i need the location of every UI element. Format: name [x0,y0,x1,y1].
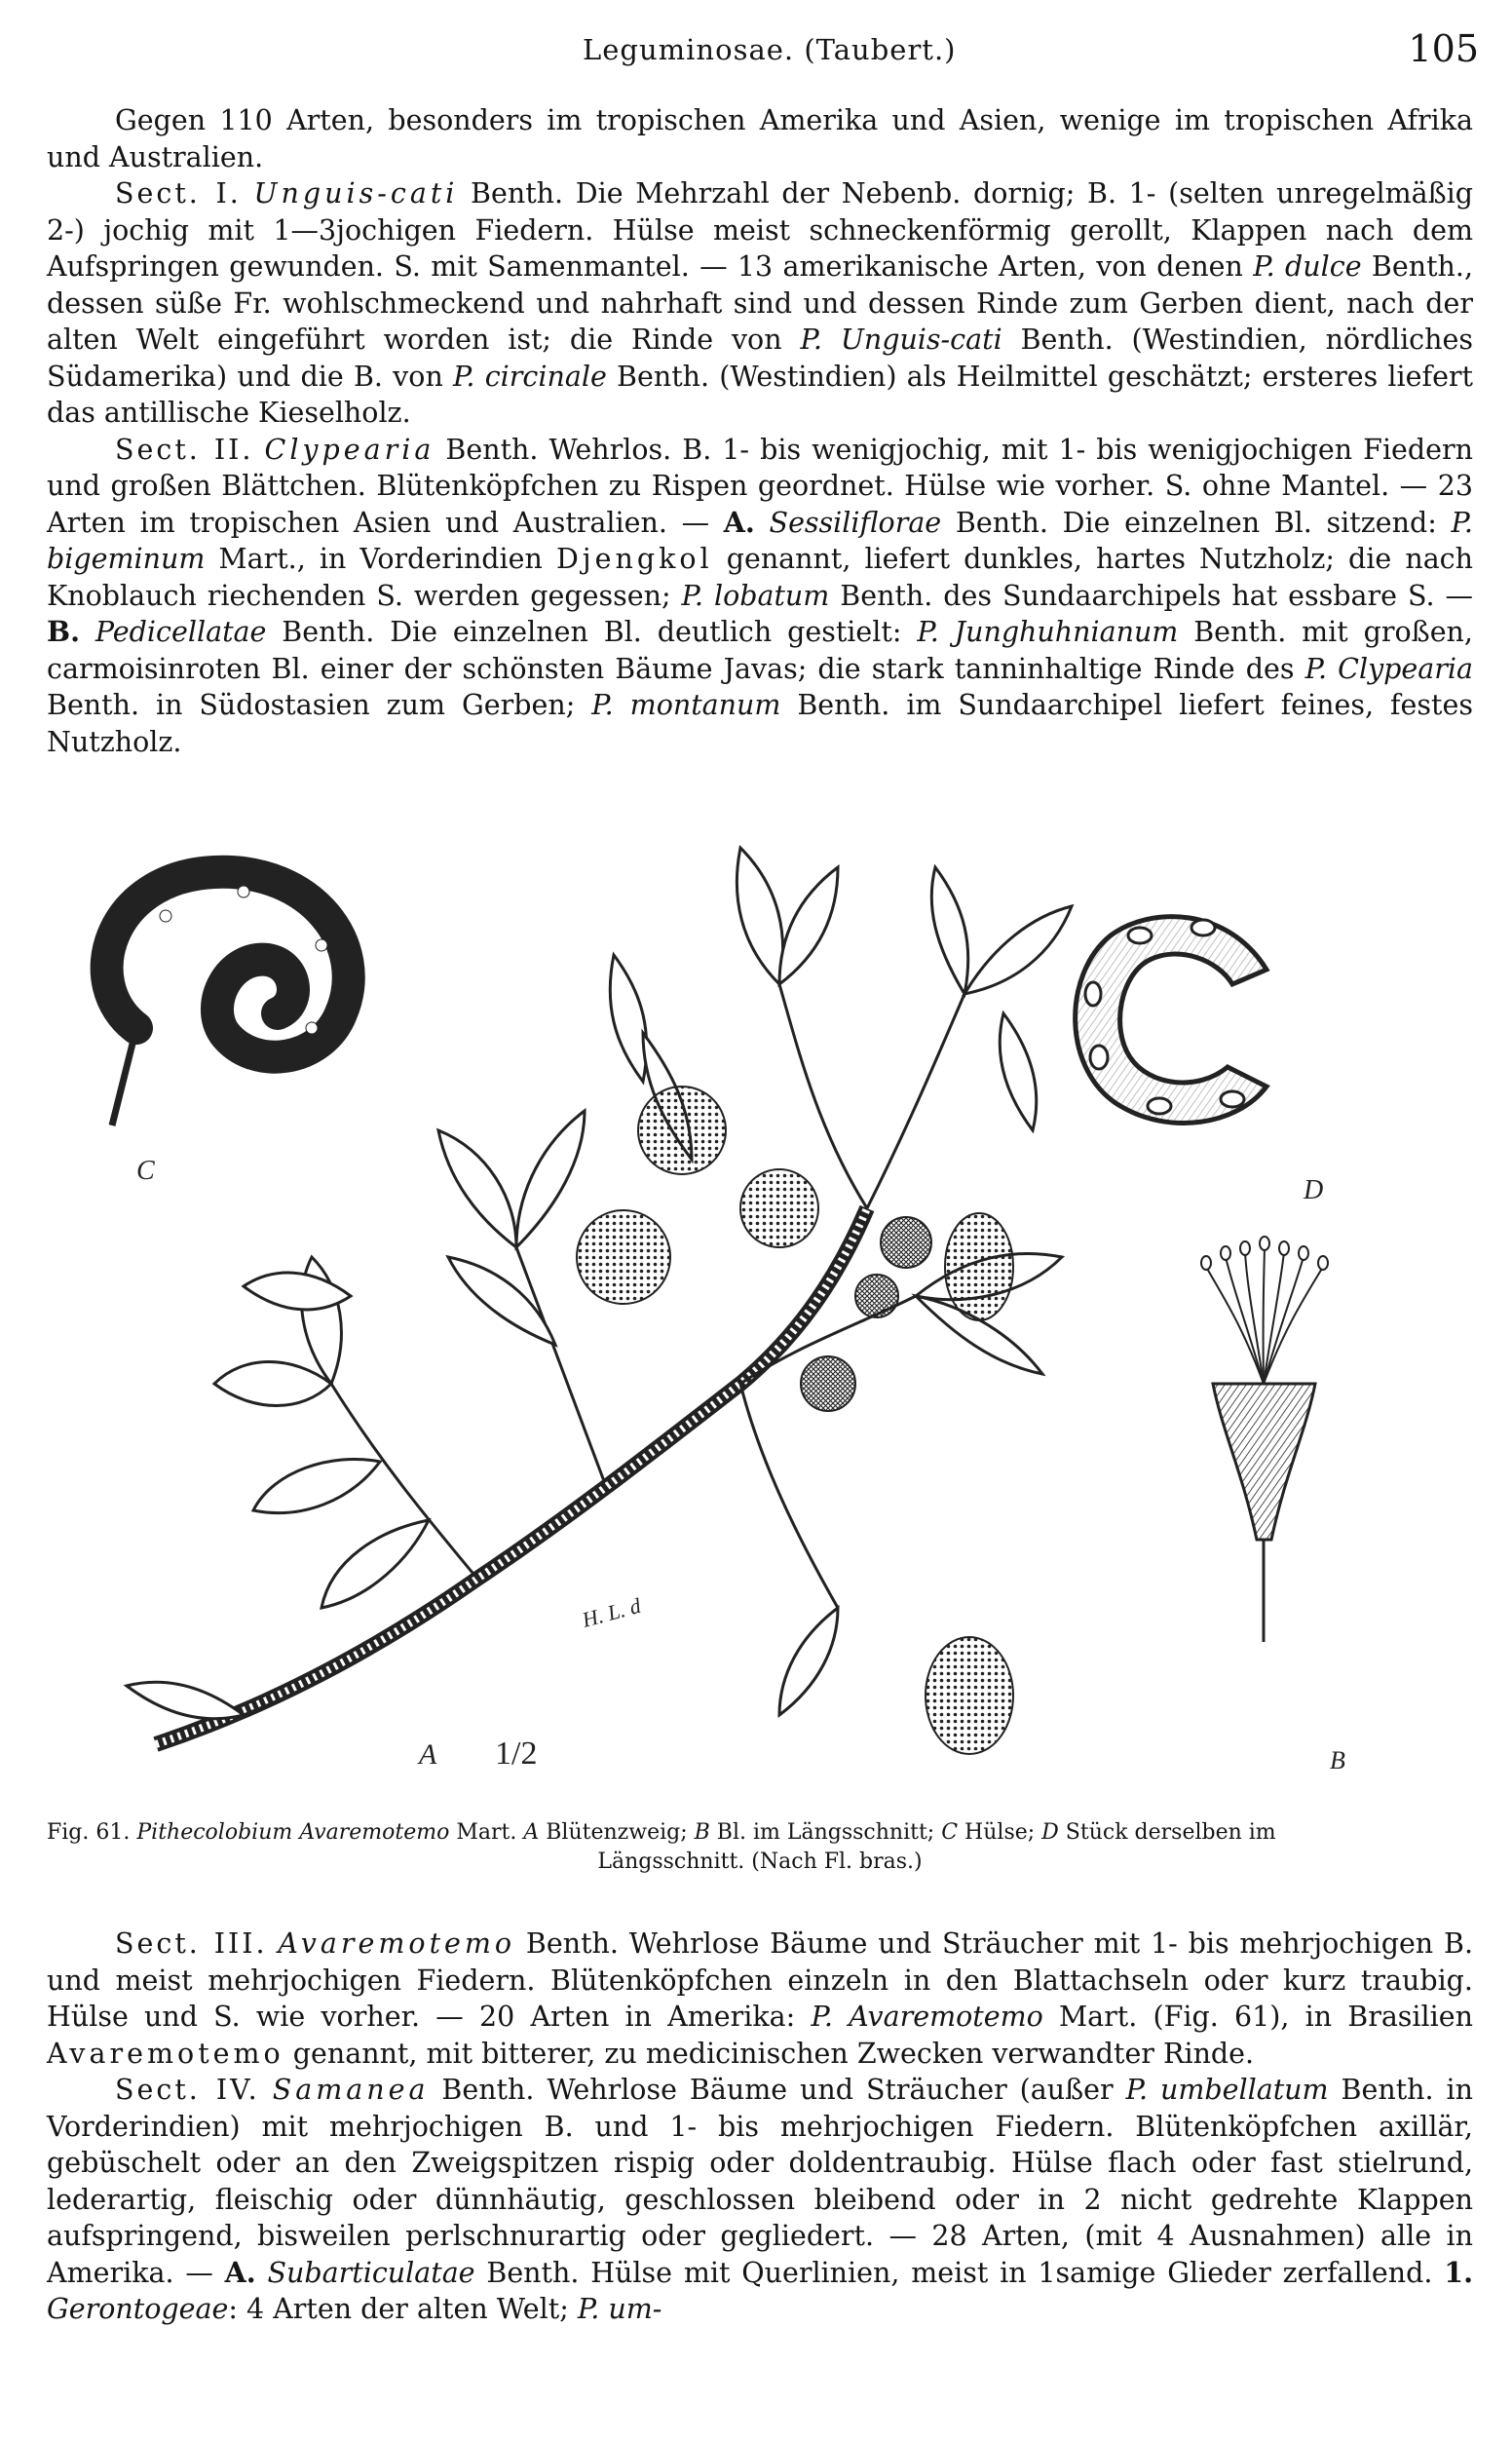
label-b: B [1330,1746,1345,1774]
caption-species: Pithecolobium Avaremotemo [136,1820,450,1845]
coiled-pod-drawing [107,872,349,1125]
subsection-name: Subarticulatae [255,2256,475,2289]
subsection-name: Pedicellatae [80,616,267,648]
caption-text: Hülse; [958,1820,1042,1845]
section-name: Avaremotemo [278,1927,516,1960]
body-text: : 4 Arten der alten Welt; [228,2293,578,2325]
body-text: genannt, mit bitterer, zu medicinischen Zwecken verwandter Rinde. [284,2037,1255,2070]
body-text: Benth., dessen süße Fr. wohlschmeckend und nahrhaft sind und dessen Rinde zum Gerben dient, nach der alten Welt eingeführt worden ist; die Rinde von [47,250,1474,356]
subsection-number: 1. [1444,2255,1473,2289]
subsection-letter: A. [224,2255,256,2289]
subsection-letter: A. [723,505,755,539]
bottom-text-block [47,1926,1473,2328]
section-name: Clypearia [264,433,435,466]
body-text: Mart. (Fig. 61), in Brasilien [1042,2001,1473,2033]
label-c: C [136,1156,155,1186]
page-number: 105 [1408,27,1479,70]
section-number: Sect. I. [115,177,242,210]
flower-section-drawing [1201,1237,1328,1642]
running-title: Leguminosae. (Taubert.) [583,33,957,66]
label-d: D [1304,1175,1324,1205]
caption-label: D [1041,1820,1059,1845]
body-text: Benth. Wehrlos. B. 1- bis wenigjochig, mit 1- bis wenigjochigen Fiedern und großen Blättchen. Blütenköpfchen zu Rispen geordnet. Hülse wie vorher. S. ohne Mantel. — 23 Arten im tropischen Asien und Australien. — [47,433,1474,539]
species-name: P. dulce [1253,250,1362,283]
pod-section-drawing [1076,917,1266,1124]
artist-signature: H. L. d [579,1592,644,1632]
body-text: Benth. Die einzelnen Bl. sitzend: [941,506,1452,539]
species-name: P. bigeminum [47,506,1473,575]
paragraph-sect-2 [47,432,1473,761]
species-name: P. circinale [453,360,607,393]
subsection-name: Sessiliflorae [754,506,942,539]
species-name: P. montanum [591,689,781,721]
paragraph-sect-3 [47,1926,1473,2072]
caption-label: A [523,1820,540,1845]
vernacular-name: Djengkol [555,543,713,575]
caption-text: Stück derselben im [1058,1820,1276,1845]
figure-number: Fig. 61. [47,1820,131,1845]
paragraph-sect-4 [47,2072,1473,2328]
label-a: A [419,1738,437,1771]
section-name: Unguis-cati [253,177,459,210]
body-text: Benth. des Sundaarchipels hat essbare S. — [829,579,1473,612]
section-number: Sect. II. [115,433,254,466]
species-name: P. umbellatum [1125,2074,1329,2106]
caption-label: C [941,1820,959,1845]
species-name: P. lobatum [681,579,830,612]
body-text: Benth. Wehrlose Bäume und Sträucher mit 1- bis mehrjochigen B. und meist mehrjochigen Fiedern. Blütenköpfchen einzeln in den Blattachseln oder kurz traubig. Hülse und S. wie vorher. — 20 Arten in Amerika: [47,1927,1474,2033]
caption-label: B [694,1820,710,1845]
species-name: P. Clypearia [1304,652,1473,685]
paragraph-sect-1 [47,175,1473,432]
caption-line-2: Längsschnitt. (Nach Fl. bras.) [597,1850,923,1874]
subsection-name: Gerontogeae [47,2293,229,2325]
vernacular-name: Avaremotemo [47,2037,284,2070]
body-text: Benth. (Westindien, nördliches Südamerika) und die B. von [47,324,1473,393]
species-name: P. Unguis-cati [800,324,1002,356]
body-text: Benth. mit großen, carmoisinroten Bl. einer der schönsten Bäume Javas; die stark tanninhaltige Rinde des [47,616,1473,685]
section-number: Sect. III. [115,1927,268,1960]
body-text: Benth. in Südostasien zum Gerben; [47,689,592,721]
caption-text: Bl. im Längsschnitt; [709,1820,942,1845]
section-number: Sect. IV. [115,2074,260,2106]
species-name: P. Junghuhnianum [917,616,1179,648]
body-text: Mart., in Vorderindien [205,543,556,575]
body-text: Benth. in Vorderindien) mit mehrjochigen B. und 1- bis mehrjochigen Fiedern. Blütenköpfchen axillär, gebüschelt oder an den Zweigspitzen rispig oder doldentraubig. Hülse flach oder fast stielrund, lederartig, fleischig oder dünnhäutig, geschlossen bleibend oder in 2 nicht gedrehte Klappen aufspringend, bisweilen perlschnurartig oder gegliedert. — 28 Arten, (mit 4 Ausnahmen) alle in Amerika. — [47,2074,1473,2289]
species-name: P. Avaremotemo [811,2001,1043,2033]
species-name: P. um- [577,2293,662,2325]
body-text: Benth. Hülse mit Querlinien, meist in 1samige Glieder zerfallend. [474,2256,1445,2289]
caption-text: Mart. [449,1820,524,1845]
top-text-block [47,102,1473,760]
caption-text: Blütenzweig; [539,1820,695,1845]
body-text: Benth. Wehrlose Bäume und Sträucher (außer [429,2074,1126,2106]
paragraph-intro: Gegen 110 Arten, besonders im tropischen Amerika und Asien, wenige im tropischen Afrika und Australien. [47,104,1473,173]
botanical-illustration [58,838,1471,1793]
page-header [47,27,1479,76]
body-text: Benth. Die Mehrzahl der Nebenb. dornig; B. 1- (selten unregelmäßig 2-) jochig mit 1—3jochigen Fiedern. Hülse meist schneckenförmig gerollt, Klappen nach dem Aufspringen gewunden. S. mit Samenmantel. — 13 amerikanische Arten, von denen [47,177,1473,283]
flowering-branch-drawing [127,848,1072,1754]
section-name: Samanea [272,2074,430,2106]
illustration-svg [58,838,1471,1793]
body-text: genannt, liefert dunkles, hartes Nutzholz; die nach Knoblauch riechenden S. werden gegessen; [47,543,1474,612]
figure-caption [47,1818,1473,1877]
body-text: Benth. Die einzelnen Bl. deutlich gestielt: [266,616,918,648]
body-text: Benth. (Westindien) als Heilmittel geschätzt; ersteres liefert das antillische Kieselholz. [47,360,1474,429]
scale-label: 1/2 [495,1735,538,1772]
subsection-letter: B. [47,615,81,648]
body-text: Benth. im Sundaarchipel liefert feines, festes Nutzholz. [47,689,1473,758]
